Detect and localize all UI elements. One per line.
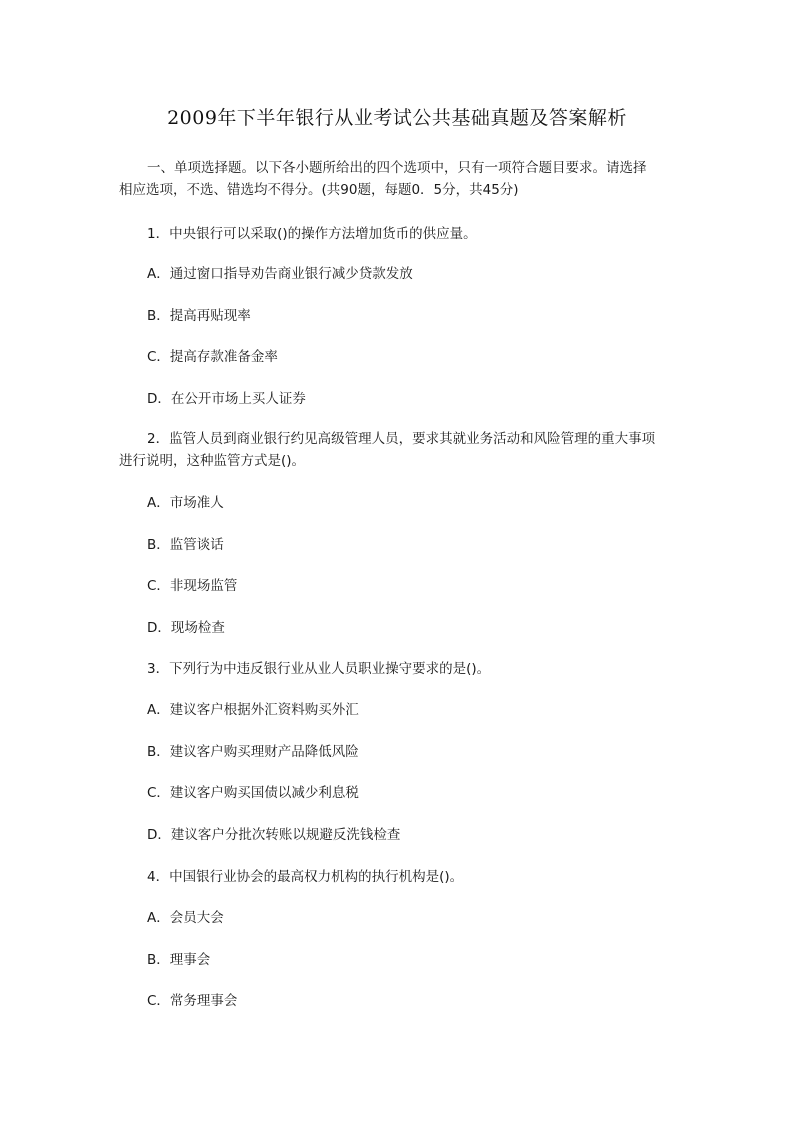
- question-1-option-c: C．提高存款准备金率: [147, 349, 278, 365]
- section-intro: [119, 157, 679, 201]
- question-2-option-d: D．现场检查: [147, 620, 225, 636]
- intro-line-1: 一、单项选择题。以下各小题所给出的四个选项中，只有一项符合题目要求。请选择: [147, 160, 647, 176]
- question-2-option-a: A．市场准人: [147, 495, 224, 511]
- question-2-option-b: B．监管谈话: [147, 537, 224, 553]
- question-1-stem: 1．中央银行可以采取()的操作方法增加货币的供应量。: [147, 226, 477, 242]
- question-2-stem: 2．监管人员到商业银行约见高级管理人员，要求其就业务活动和风险管理的重大事项 进行说明，这种监管方式是()。: [119, 431, 656, 469]
- question-1-option-d: D．在公开市场上买人证券: [147, 391, 306, 407]
- document-title: 2009年下半年银行从业考试公共基础真题及答案解析: [167, 107, 627, 129]
- question-1-option-b: B．提高再贴现率: [147, 308, 251, 324]
- question-3-option-d: D．建议客户分批次转账以规避反洗钱检查: [147, 827, 401, 843]
- question-4-option-b: B．理事会: [147, 952, 211, 968]
- question-4-stem: 4．中国银行业协会的最高权力机构的执行机构是()。: [147, 869, 464, 885]
- question-3-option-a: A．建议客户根据外汇资料购买外汇: [147, 702, 359, 718]
- question-3-option-b: B．建议客户购买理财产品降低风险: [147, 744, 359, 760]
- question-3-stem: 3．下列行为中违反银行业从业人员职业操守要求的是()。: [147, 661, 491, 677]
- question-2-option-c: C．非现场监管: [147, 578, 238, 594]
- question-1-option-a: A．通过窗口指导劝告商业银行减少贷款发放: [147, 266, 413, 282]
- question-4-option-c: C．常务理事会: [147, 993, 238, 1009]
- question-3-option-c: C．建议客户购买国债以减少利息税: [147, 785, 359, 801]
- question-4-option-a: A．会员大会: [147, 910, 224, 926]
- intro-line-2: 相应选项，不选、错选均不得分。(共90题，每题0．5分，共45分): [119, 182, 519, 198]
